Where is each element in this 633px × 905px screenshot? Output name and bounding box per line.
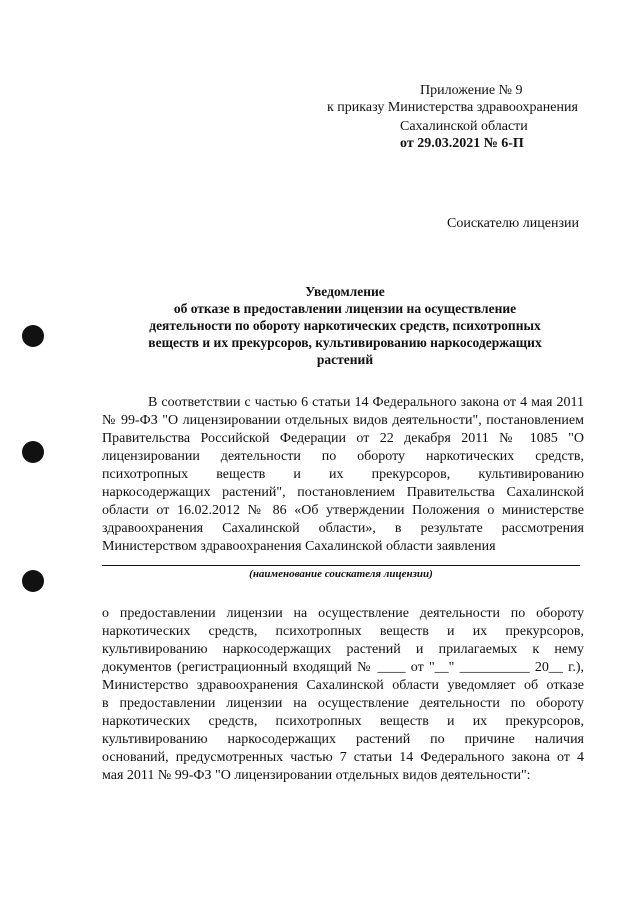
document-subtitle-line: об отказе в предоставлении лицензии на осуществление [173, 301, 517, 316]
paragraph-line: наркотических средств, психотропных веществ и их прекурсоров, [102, 714, 584, 729]
paragraph-line: наркотических средств, психотропных веществ и их прекурсоров, [102, 624, 584, 639]
binder-hole [22, 325, 44, 347]
document-subtitle-line: веществ и их прекурсоров, культивированию наркосодержащих [148, 335, 542, 350]
binder-hole [22, 570, 44, 592]
paragraph-line: в предоставлении лицензии на осуществление деятельности по обороту [102, 696, 584, 711]
document-subtitle-line: деятельности по обороту наркотических средств, психотропных [149, 318, 541, 333]
paragraph-line: документов (регистрационный входящий № ____ от "__" __________ 20__ г.), [102, 660, 584, 675]
applicant-name-blank [102, 565, 580, 566]
paragraph-line: оснований, предусмотренных частью 7 статьи 14 Федерального закона от 4 [102, 750, 584, 765]
applicant-name-caption: (наименование соискателя лицензии) [249, 568, 433, 580]
paragraph-line: Министерством здравоохранения Сахалинской области заявления [102, 539, 496, 554]
paragraph-line: лицензировании деятельности по обороту наркотических средств, [102, 449, 584, 464]
paragraph-line: Министерство здравоохранения Сахалинской области уведомляет об отказе [102, 678, 584, 693]
paragraph-line: психотропных веществ и их прекурсоров, культивированию [102, 467, 584, 482]
paragraph-line: мая 2011 № 99-ФЗ "О лицензировании отдельных видов деятельности": [102, 768, 531, 783]
document-subtitle-line: растений [316, 352, 374, 367]
appendix-order-ref: к приказу Министерства здравоохранения [327, 100, 578, 115]
appendix-region: Сахалинской области [400, 119, 528, 134]
paragraph-line: культивированию наркосодержащих растений и прилагаемых к нему [102, 642, 584, 657]
document-title: Уведомление [305, 284, 385, 299]
paragraph-line: о предоставлении лицензии на осуществление деятельности по обороту [102, 606, 584, 621]
paragraph-line: культивированию наркосодержащих растений по причине наличия [102, 732, 584, 747]
paragraph-line: Правительства Российской Федерации от 22 декабря 2011 № 1085 "О [102, 431, 584, 446]
paragraph-line: № 99-ФЗ "О лицензировании отдельных видов деятельности", постановлением [102, 413, 584, 428]
appendix-number: Приложение № 9 [420, 83, 523, 98]
addressee: Соискателю лицензии [447, 216, 579, 231]
appendix-date: от 29.03.2021 № 6-П [400, 136, 524, 151]
paragraph-line: наркосодержащих растений", постановлением Правительства Сахалинской [102, 485, 584, 500]
paragraph-line: области от 16.02.2012 № 86 «Об утверждении Положения о министерстве [102, 503, 584, 518]
binder-hole [22, 441, 44, 463]
paragraph-line: здравоохранения Сахалинской области», в результате рассмотрения [102, 521, 584, 536]
paragraph-line: В соответствии с частью 6 статьи 14 Федерального закона от 4 мая 2011 [148, 395, 584, 410]
